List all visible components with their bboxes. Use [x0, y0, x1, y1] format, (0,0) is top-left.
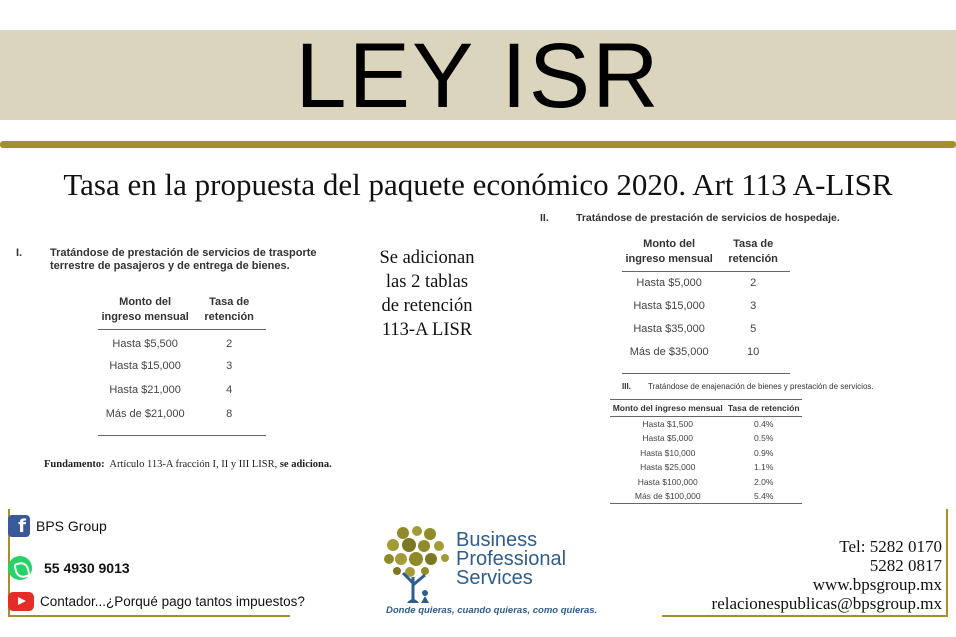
column-header: Tasa de retención: [192, 295, 266, 330]
rate-cell: 10: [747, 346, 760, 358]
rate-cell: 2.0%: [754, 476, 774, 487]
table-row: [610, 431, 802, 446]
section-heading: [16, 247, 354, 273]
rate-table: [610, 399, 802, 504]
section-heading: [622, 382, 922, 392]
rate-cell: 5: [750, 323, 757, 335]
table-row: [610, 489, 802, 504]
column-header: Monto del ingreso mensual: [610, 400, 725, 417]
tree-logo-icon: [383, 525, 455, 603]
facebook-icon: f: [8, 515, 30, 537]
company-logo: [383, 525, 623, 617]
section-text: Tratándose de prestación de servicios de hospedaje.: [576, 212, 840, 224]
youtube-icon: [8, 592, 34, 611]
phone-1[interactable]: Tel: 5282 0170: [839, 537, 942, 556]
rate-cell: 0.5%: [754, 433, 774, 444]
table-bottom-rule: [622, 364, 790, 374]
rate-cell: 8: [226, 407, 233, 420]
logo-tagline: Donde quieras, cuando quieras, como quieras.: [386, 605, 598, 616]
logo-line: Services: [456, 567, 533, 589]
table-lodging: [540, 212, 870, 374]
table-goods-services: [612, 382, 922, 504]
table-row: [98, 402, 266, 426]
table-row: [610, 417, 802, 432]
income-cell: Más de $100,000: [610, 489, 725, 504]
website-link[interactable]: www.bpsgroup.mx: [812, 575, 942, 594]
income-cell: Hasta $15,000: [109, 359, 181, 372]
logo-line: Professional: [456, 548, 567, 570]
table-row: [98, 378, 266, 402]
email-link[interactable]: relacionespublicas@bpsgroup.mx: [711, 594, 942, 613]
income-cell: Más de $35,000: [629, 346, 709, 358]
income-cell: Hasta $5,500: [112, 337, 178, 350]
table-row: [622, 272, 790, 295]
column-header: Monto del ingreso mensual: [622, 237, 716, 272]
note-line: de retención: [381, 296, 473, 316]
table-row: [98, 354, 266, 378]
column-header: Tasa de retención: [725, 400, 802, 417]
income-cell: Hasta $21,000: [109, 383, 181, 396]
legal-basis: [44, 459, 374, 470]
legal-basis-label: Fundamento:: [44, 459, 105, 470]
note-line: Se adicionan: [379, 248, 475, 268]
rate-cell: 4: [226, 383, 233, 396]
rate-cell: 5.4%: [725, 489, 802, 504]
rate-cell: 2: [226, 337, 233, 350]
note-line: las 2 tablas: [385, 272, 469, 292]
income-cell: Hasta $25,000: [640, 462, 696, 473]
facebook-label: BPS Group: [36, 518, 107, 534]
rate-table: [98, 295, 266, 426]
section-heading: [540, 212, 870, 225]
legal-basis-emphasis: se adiciona.: [279, 459, 332, 470]
company-info: [712, 537, 942, 613]
whatsapp-contact[interactable]: [8, 556, 130, 580]
income-cell: Hasta $15,000: [633, 300, 705, 312]
income-cell: Hasta $10,000: [640, 447, 696, 458]
subtitle: Tasa en la propuesta del paquete económico 2020. Art 113 A-LISR: [63, 167, 893, 202]
table-row: [622, 341, 790, 364]
rate-cell: 2: [750, 277, 757, 290]
column-header: Monto del ingreso mensual: [98, 295, 192, 330]
rate-cell: 3: [750, 300, 757, 312]
divider: [0, 141, 956, 148]
table-transport: [16, 247, 354, 436]
income-cell: Hasta $1,500: [642, 419, 693, 429]
legal-basis-text: Artículo 113-A fracción I, II y III LISR,: [109, 459, 278, 470]
table-row: [610, 446, 802, 461]
table-bottom-rule: [98, 426, 266, 436]
section-text: Tratándose de enajenación de bienes y prestación de servicios.: [648, 382, 874, 391]
table-row: [98, 330, 266, 354]
table-row: [622, 318, 790, 341]
note-line: 113-A LISR: [381, 320, 473, 340]
page-title: LEY ISR: [295, 25, 661, 127]
youtube-contact[interactable]: [8, 592, 305, 611]
rate-cell: 3: [226, 359, 233, 372]
income-cell: Más de $21,000: [105, 407, 185, 420]
phone-2[interactable]: 5282 0817: [869, 556, 942, 575]
section-number: II.: [540, 212, 549, 224]
income-cell: Hasta $5,000: [642, 433, 693, 444]
facebook-contact[interactable]: [8, 515, 107, 537]
whatsapp-icon: [8, 556, 32, 580]
table-row: [610, 460, 802, 475]
income-cell: Hasta $35,000: [633, 323, 705, 335]
table-row: [622, 295, 790, 318]
logo-line: Business: [456, 529, 538, 551]
rate-cell: 0.4%: [754, 419, 774, 429]
logo-wordmark: [456, 531, 566, 588]
table-row: [610, 475, 802, 490]
section-number: I.: [16, 247, 23, 259]
income-cell: Hasta $5,000: [636, 277, 702, 290]
column-header: Tasa de retención: [716, 237, 790, 272]
rate-cell: 1.1%: [754, 462, 774, 473]
income-cell: Hasta $100,000: [637, 476, 698, 487]
whatsapp-number: 55 4930 9013: [44, 560, 130, 576]
rate-table: [622, 237, 790, 364]
section-text: Tratándose de prestación de servicios de trasporte terrestre de pasajeros y de entrega de bienes.: [50, 247, 317, 272]
note-text: [362, 246, 492, 342]
youtube-label: Contador...¿Porqué pago tantos impuestos?: [40, 594, 305, 609]
section-number: III.: [622, 382, 631, 391]
rate-cell: 0.9%: [754, 447, 774, 458]
